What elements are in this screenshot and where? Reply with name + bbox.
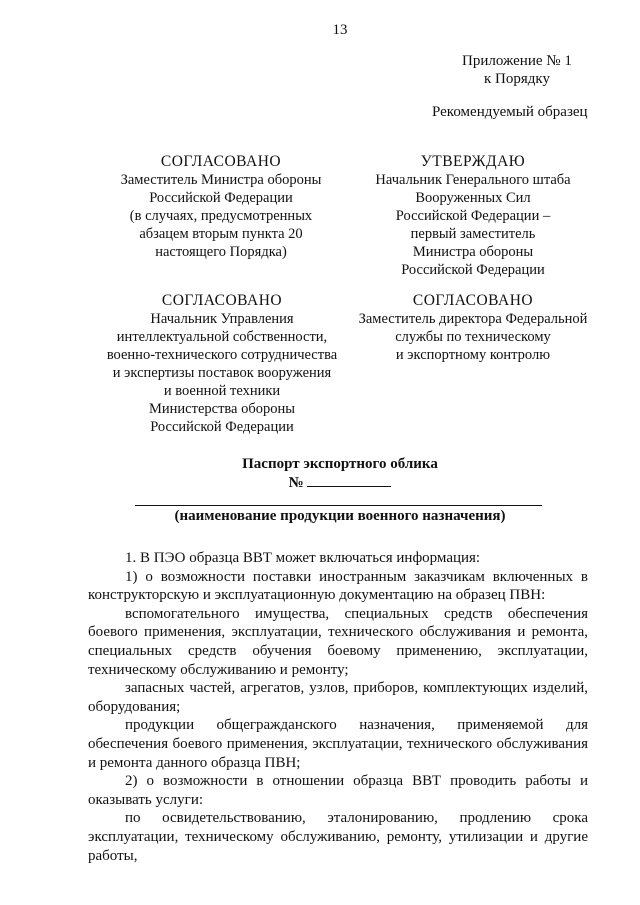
approval-line: и экспортному контролю	[395, 347, 551, 363]
appendix-line-2: к Порядку	[484, 71, 550, 87]
passport-number-line	[140, 474, 540, 492]
approval-block-top-right	[348, 153, 598, 279]
approval-block-top-left	[96, 153, 346, 261]
approval-line: Заместитель Министра обороны	[120, 172, 322, 188]
approval-line: и военной техники	[163, 383, 281, 399]
approval-line: первый заместитель	[410, 226, 536, 242]
paragraph: продукции общегражданского назначения, применяемой для обеспечения боевого применения, эксплуатации, технического обслуживания и ремонта данного образца ПВН;	[88, 717, 588, 771]
approval-line: военно-технического сотрудничества	[106, 347, 338, 363]
approval-line: Заместитель директора Федеральной	[358, 311, 588, 327]
approval-line: Начальник Управления	[150, 311, 294, 327]
approval-line: настоящего Порядка)	[155, 244, 287, 260]
approval-line: (в случаях, предусмотренных	[129, 208, 313, 224]
paragraph: по освидетельствованию, эталонированию, продлению срока эксплуатации, техническому обслуживанию, ремонту, утилизации и другие работы,	[88, 810, 588, 864]
approval-line: Начальник Генерального штаба	[375, 172, 571, 188]
paragraph: 1. В ПЭО образца ВВТ может включаться информация:	[125, 550, 481, 566]
number-blank-field	[307, 474, 391, 487]
approval-heading: СОГЛАСОВАНО	[161, 292, 283, 309]
approval-block-bottom-left	[82, 292, 362, 436]
appendix-reference	[462, 52, 602, 88]
approval-heading: СОГЛАСОВАНО	[160, 153, 282, 170]
paragraph: вспомогательного имущества, специальных средств обеспечения боевого применения, эксплуатации, технического обслуживания и ремонта, специальных средств обучения боевому применению, эксплуатации, техническому обслуживанию и ремонту;	[88, 605, 588, 678]
approval-line: Российской Федерации	[150, 419, 294, 435]
approval-line: Вооруженных Сил	[415, 190, 531, 206]
sample-label: Рекомендуемый образец	[432, 104, 588, 120]
approval-line: Российской Федерации	[401, 262, 545, 278]
appendix-line-1: Приложение № 1	[462, 53, 572, 69]
document-title: Паспорт экспортного облика	[242, 456, 438, 472]
approval-block-bottom-right	[346, 292, 600, 364]
product-name-blank-line	[135, 505, 542, 506]
paragraph: 2) о возможности в отношении образца ВВТ проводить работы и оказывать услуги:	[88, 773, 588, 808]
approval-heading: УТВЕРЖДАЮ	[420, 153, 526, 170]
body-text	[88, 549, 588, 865]
approval-line: Министерства обороны	[149, 401, 295, 417]
approval-line: интеллектуальной собственности,	[116, 329, 328, 345]
approval-line: Российской Федерации	[149, 190, 293, 206]
approval-line: службы по техническому	[395, 329, 551, 345]
approval-line: и экспертизы поставок вооружения	[112, 365, 332, 381]
number-label: №	[288, 475, 304, 491]
approval-line: Министра обороны	[412, 244, 534, 260]
page-number: 13	[332, 22, 348, 38]
paragraph: запасных частей, агрегатов, узлов, приборов, комплектующих изделий, оборудования;	[88, 680, 588, 715]
approval-line: абзацем вторым пункта 20	[139, 226, 303, 242]
approval-heading: СОГЛАСОВАНО	[412, 292, 534, 309]
paragraph: 1) о возможности поставки иностранным заказчикам включенных в конструкторскую и эксплуатационную документацию на образец ПВН:	[88, 568, 588, 604]
approval-line: Российской Федерации –	[395, 208, 551, 224]
product-name-caption: (наименование продукции военного назначения)	[174, 508, 506, 524]
